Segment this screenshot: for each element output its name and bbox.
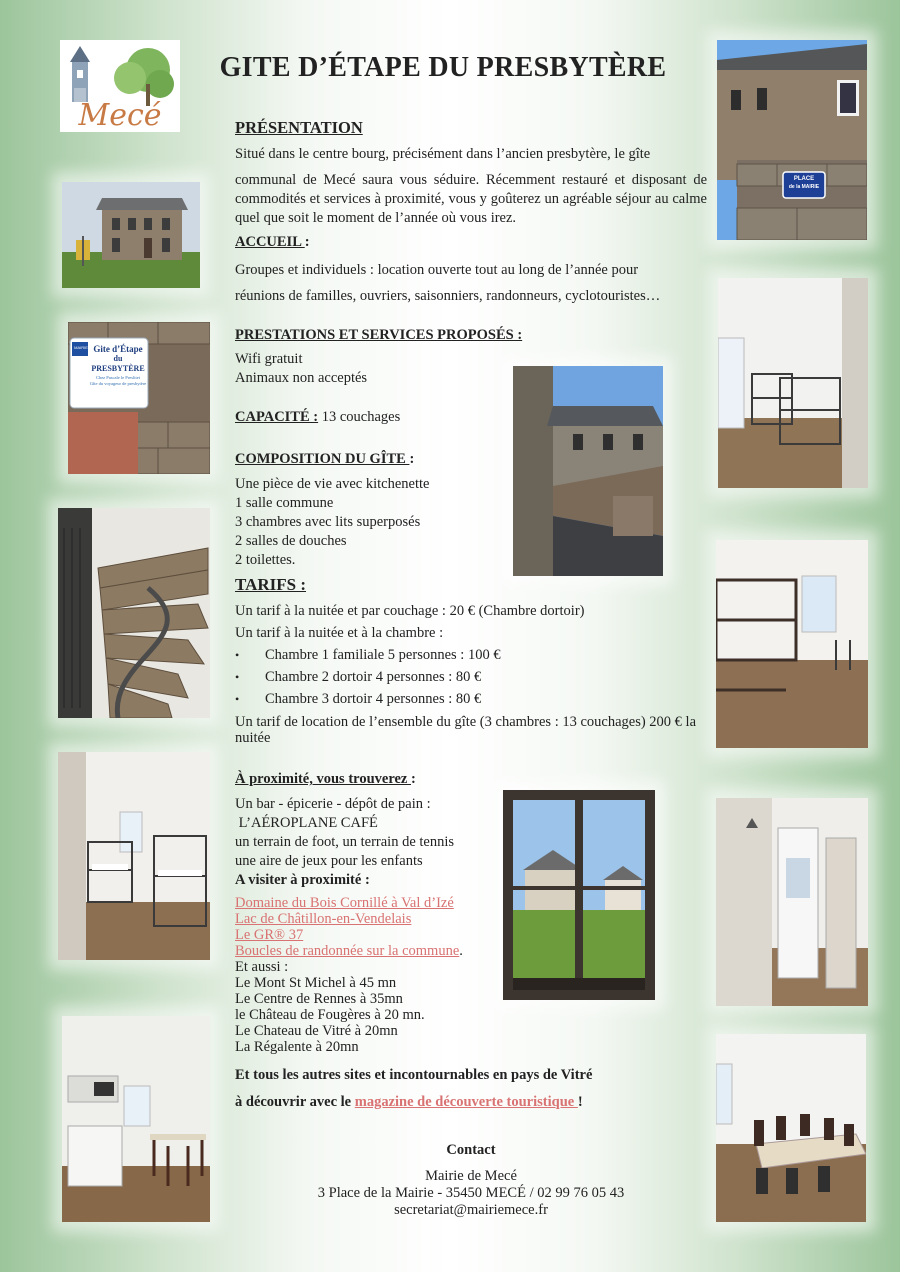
proximite-item: une aire de jeux pour les enfants xyxy=(235,853,423,869)
heading-proximite: À proximité, vous trouverez xyxy=(235,771,411,787)
place-item: le Château de Fougères à 20 mn. xyxy=(235,1007,425,1023)
section-outro xyxy=(235,1066,707,1112)
logo-text: Mecé xyxy=(78,98,162,132)
tarif-line2: Un tarif à la nuitée et à la chambre : xyxy=(235,625,444,641)
outro-line1: Et tous les autres sites et incontournables en pays de Vitré xyxy=(235,1067,593,1083)
tarif-room-item: • Chambre 2 dortoir 4 personnes : 80 € xyxy=(235,666,707,688)
heading-capacite: CAPACITÉ : xyxy=(235,409,319,425)
photo-bunk-room-right xyxy=(718,278,868,488)
proximite-item: Un bar - épicerie - dépôt de pain : xyxy=(235,796,431,812)
contact-name: Mairie de Mecé xyxy=(425,1168,517,1184)
street-sign-line1: PLACE xyxy=(793,176,815,182)
tarif-room-list xyxy=(235,644,707,710)
outro-line2-pre: à découvrir avec le xyxy=(235,1094,355,1110)
sign-badge: MAIRIE xyxy=(74,345,88,350)
et-aussi: Et aussi : xyxy=(235,959,289,975)
photo-kitchenette xyxy=(62,1016,210,1222)
links-period: . xyxy=(459,943,463,959)
place-item: Le Centre de Rennes à 35mn xyxy=(235,991,403,1007)
composition-item: 1 salle commune xyxy=(235,495,334,511)
logo-mece xyxy=(60,40,180,132)
heading-visiter: A visiter à proximité : xyxy=(235,872,370,888)
section-capacite xyxy=(235,408,707,427)
link-lac-chatillon[interactable]: Lac de Châtillon-en-Vendelais xyxy=(235,911,412,927)
photo-bunk-room-left xyxy=(58,752,210,960)
contact-email: secretariat@mairiemece.fr xyxy=(394,1202,548,1218)
tarif-room-item: • Chambre 3 dortoir 4 personnes : 80 € xyxy=(235,688,707,710)
sign-line4: Gîte du voyageur de presbytère xyxy=(89,381,147,386)
outro-line2 xyxy=(235,1093,707,1112)
heading-prestations: PRESTATIONS ET SERVICES PROPOSÉS : xyxy=(235,327,523,343)
place-item: Le Mont St Michel à 45 mn xyxy=(235,975,397,991)
section-composition xyxy=(235,450,505,570)
tarif-room-item: • Chambre 1 familiale 5 personnes : 100 € xyxy=(235,644,707,666)
heading-accueil-row xyxy=(235,233,707,252)
proximite-item: un terrain de foot, un terrain de tennis xyxy=(235,834,455,850)
accueil-line1: Groupes et individuels : location ouverte tout au long de l’année pour xyxy=(235,262,639,278)
heading-presentation: PRÉSENTATION xyxy=(235,118,363,137)
sign-line1: Gite d’Étape xyxy=(93,344,143,354)
place-item: Le Chateau de Vitré à 20mn xyxy=(235,1023,398,1039)
place-item: La Régalente à 20mn xyxy=(235,1039,359,1055)
contact-heading: Contact xyxy=(446,1142,496,1158)
section-presentation xyxy=(235,118,707,228)
proximite-item: L’AÉROPLANE CAFÉ xyxy=(235,815,378,831)
section-contact xyxy=(235,1142,707,1219)
presentation-line1: Situé dans le centre bourg, précisément dans l’ancien presbytère, le gîte xyxy=(235,146,651,162)
heading-accueil-colon: : xyxy=(304,234,310,250)
outro-line2-post: ! xyxy=(577,1094,583,1110)
sign-line3: Chez Pascale le Preslitet xyxy=(95,375,141,380)
sign-line2: du PRESBYTÈRE xyxy=(91,354,145,373)
sign-text xyxy=(88,344,148,387)
composition-item: Une pièce de vie avec kitchenette xyxy=(235,476,430,492)
page-title: GITE D’ÉTAPE DU PRESBYTÈRE xyxy=(219,52,667,83)
composition-item: 2 toilettes. xyxy=(235,552,296,568)
link-gr37[interactable]: Le GR® 37 xyxy=(235,927,304,943)
street-sign xyxy=(783,175,825,191)
link-bois-cornille[interactable]: Domaine du Bois Cornillé à Val d’Izé xyxy=(235,895,454,911)
heading-proximite-colon: : xyxy=(411,771,416,787)
composition-item: 2 salles de douches xyxy=(235,533,347,549)
link-magazine[interactable]: magazine de découverte touristique xyxy=(354,1094,578,1110)
heading-composition-row xyxy=(235,450,505,469)
tarif-line1: Un tarif à la nuitée et par couchage : 20 € (Chambre dortoir) xyxy=(235,603,585,619)
presentation-text: communal de Mecé saura vous séduire. Récemment restauré et disposant de commodités et services à proximité, vous y goûterez un agréable séjour au calme quel que soit le moment de l’année où vous irez. xyxy=(235,172,707,226)
contact-address: 3 Place de la Mairie - 35450 MECÉ / 02 99 76 05 43 xyxy=(317,1185,625,1201)
capacite-row xyxy=(235,408,707,427)
link-boucles-randonnee[interactable]: Boucles de randonnée sur la commune xyxy=(235,943,460,959)
photo-gite-sign xyxy=(68,322,210,474)
tarif-line3: Un tarif de location de l’ensemble du gîte (3 chambres : 13 couchages) 200 € la nuitée xyxy=(235,714,697,746)
heading-proximite-row xyxy=(235,770,497,789)
photo-common-room xyxy=(716,1034,866,1222)
photo-alley xyxy=(513,366,663,576)
capacite-value: 13 couchages xyxy=(318,409,401,425)
section-proximite xyxy=(235,770,497,1055)
prestation-item: Wifi gratuit xyxy=(235,351,303,367)
street-sign-line2: de la MAIRIE xyxy=(788,184,820,190)
section-tarifs xyxy=(235,575,707,746)
photo-spiral-staircase xyxy=(58,508,210,718)
photo-place-mairie xyxy=(717,40,867,240)
photo-presbytere-facade xyxy=(62,182,200,288)
section-prestations xyxy=(235,326,707,388)
heading-composition-colon: : xyxy=(409,451,415,467)
composition-item: 3 chambres avec lits superposés xyxy=(235,514,421,530)
accueil-line2: réunions de familles, ouvriers, saisonniers, randonneurs, cyclotouristes… xyxy=(235,288,661,304)
heading-tarifs: TARIFS : xyxy=(235,575,306,594)
section-accueil xyxy=(235,233,707,306)
photo-bathroom-door xyxy=(716,798,868,1006)
visiter-links xyxy=(235,895,497,1055)
heading-composition: COMPOSITION DU GÎTE xyxy=(235,451,410,467)
heading-accueil: ACCUEIL xyxy=(235,234,305,250)
photo-window-view xyxy=(503,790,655,1000)
photo-bunk-room-window xyxy=(716,540,868,748)
prestation-item: Animaux non acceptés xyxy=(235,370,368,386)
